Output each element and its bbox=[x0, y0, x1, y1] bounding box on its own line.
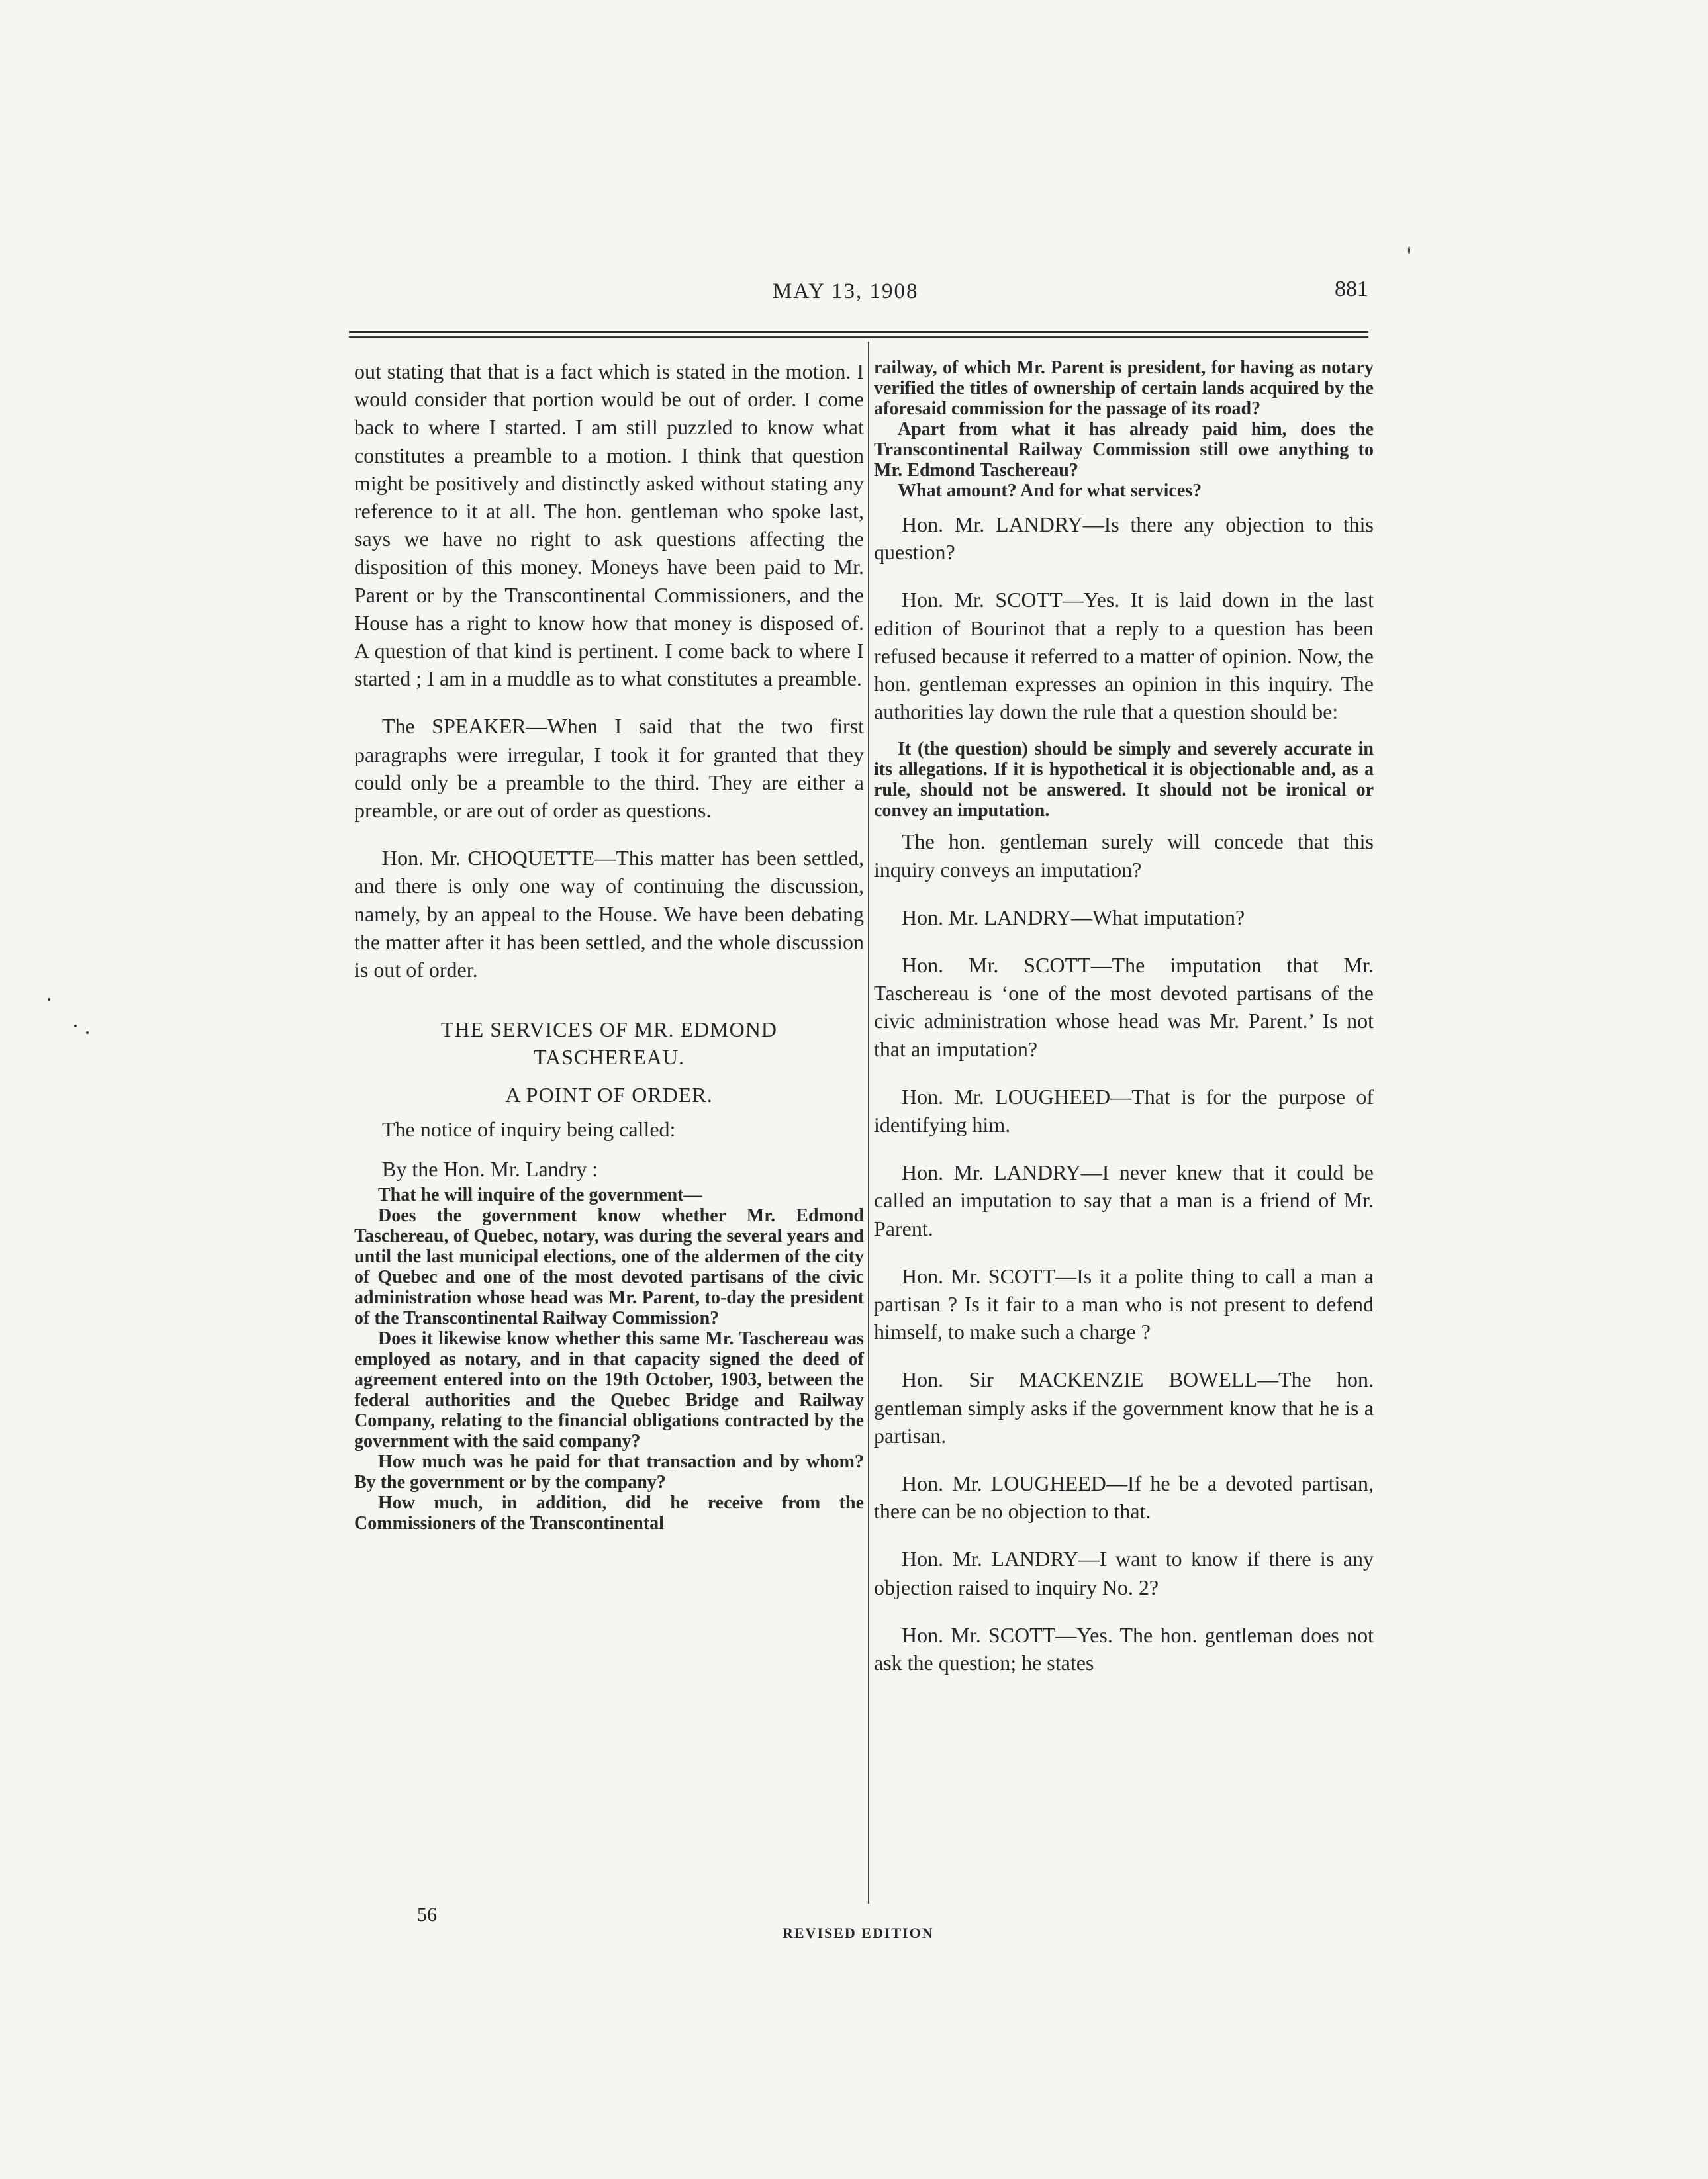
inquiry-text: How much was he paid for that transaction and by whom? By the government or by the company? bbox=[354, 1451, 864, 1493]
inquiry-text: Does it likewise know whether this same Mr. Taschereau was employed as notary, and in that capacity signed the deed of agreement entered into on the 19th October, 1903, between the federal authorities and the Quebec Bridge and Railway Company, relating to the financial obligations contracted by the government with the said company? bbox=[354, 1328, 864, 1452]
right-column bbox=[874, 357, 1374, 1677]
scan-speck bbox=[74, 1025, 77, 1027]
edition-note: REVISED EDITION bbox=[783, 1925, 934, 1941]
paragraph: The notice of inquiry being called: bbox=[382, 1117, 676, 1142]
paragraph: Hon. Mr. SCOTT—Yes. The hon. gentleman does not ask the question; he states bbox=[874, 1622, 1374, 1675]
block-quote: It (the question) should be simply and severely accurate in its allegations. If it is hypothetical it is objectionable and, as a rule, should not be answered. It should not be ironical or convey an imputation. bbox=[874, 739, 1374, 821]
running-head bbox=[349, 277, 1368, 316]
paragraph: Hon. Mr. SCOTT—Is it a polite thing to call a man a partisan ? Is it fair to a man who is not present to defend himself, to make such a charge ? bbox=[874, 1264, 1374, 1344]
header-rule-top bbox=[349, 331, 1368, 333]
paragraph: Hon. Mr. LANDRY—I never knew that it could be called an imputation to say that a man is a friend of Mr. Parent. bbox=[874, 1160, 1374, 1240]
paragraph: By the Hon. Mr. Landry : bbox=[382, 1157, 598, 1182]
inquiry-text: Does the government know whether Mr. Edmond Taschereau, of Quebec, notary, was during the several years and until the last municipal elections, one of the aldermen of the city of Quebec and one of the most devoted partisans of the civic administration whose head was Mr. Parent, to-day the president of the Transcontinental Railway Commission? bbox=[354, 1205, 864, 1328]
paragraph: The SPEAKER—When I said that the two first paragraphs were irregular, I took it for granted that they could only be a preamble to the third. They are either a preamble, or are out of order as questions. bbox=[354, 714, 864, 823]
paragraph: Hon. Mr. LOUGHEED—That is for the purpose of identifying him. bbox=[874, 1084, 1374, 1137]
scan-speck bbox=[1408, 246, 1410, 254]
paragraph: Hon. Mr. LANDRY—Is there any objection to this question? bbox=[874, 512, 1374, 565]
paragraph: out stating that that is a fact which is stated in the motion. I would consider that portion would be out of order. I come back to where I started. I am still puzzled to know what constitutes a preamble to a motion. I think that question might be positively and distinctly asked without stating any reference to it at all. The hon. gentleman who spoke last, says we have no right to ask questions affecting the disposition of this money. Moneys have been paid to Mr. Parent or by the Transcontinental Commissioners, and the House has a right to know how that money is disposed of. A question of that kind is pertinent. I come back to where I started ; I am in a muddle as to what constitutes a preamble. bbox=[354, 359, 864, 691]
inquiry-text: railway, of which Mr. Parent is president, for having as notary verified the titles of ownership of certain lands acquired by the aforesaid commission for the passage of its road? bbox=[874, 357, 1374, 419]
paragraph: Hon. Mr. CHOQUETTE—This matter has been settled, and there is only one way of continuing the discussion, namely, by an appeal to the House. We have been debating the matter after it has been settled, and the whole discussion is out of order. bbox=[354, 846, 864, 982]
inquiry-text: What amount? And for what services? bbox=[898, 481, 1202, 501]
column-divider bbox=[868, 342, 869, 1904]
paragraph: Hon. Mr. SCOTT—Yes. It is laid down in the last edition of Bourinot that a reply to a question has been refused because it referred to a matter of opinion. Now, the hon. gentleman expresses an opinion in this inquiry. The authorities lay down the rule that a question should be: bbox=[874, 588, 1374, 724]
section-subheading: A POINT OF ORDER. bbox=[505, 1083, 713, 1107]
signature-mark: 56 bbox=[417, 1904, 437, 1925]
paragraph: Hon. Sir MACKENZIE BOWELL—The hon. gentleman simply asks if the government know that he is a partisan. bbox=[874, 1368, 1374, 1448]
inquiry-text: How much, in addition, did he receive from the Commissioners of the Transcontinental bbox=[354, 1492, 864, 1534]
inquiry-text: Apart from what it has already paid him, does the Transcontinental Railway Commission still owe anything to Mr. Edmond Taschereau? bbox=[874, 419, 1374, 481]
paragraph: Hon. Mr. LANDRY—I want to know if there is any objection raised to inquiry No. 2? bbox=[874, 1547, 1374, 1599]
header-date: MAY 13, 1908 bbox=[773, 279, 919, 303]
header-rule-bottom bbox=[349, 336, 1368, 338]
section-heading: THE SERVICES OF MR. EDMOND TASCHEREAU. bbox=[441, 1017, 777, 1070]
paragraph: Hon. Mr. LOUGHEED—If he be a devoted partisan, there can be no objection to that. bbox=[874, 1471, 1374, 1524]
paragraph: The hon. gentleman surely will concede that this inquiry conveys an imputation? bbox=[874, 829, 1374, 882]
paragraph: Hon. Mr. SCOTT—The imputation that Mr. Taschereau is ‘one of the most devoted partisans of the civic administration whose head was Mr. Parent.’ Is not that an imputation? bbox=[874, 953, 1374, 1061]
page-number: 881 bbox=[1335, 277, 1368, 301]
inquiry-text: That he will inquire of the government— bbox=[378, 1184, 702, 1205]
left-column bbox=[354, 357, 864, 1534]
scan-speck bbox=[48, 998, 50, 1001]
scan-speck bbox=[86, 1031, 89, 1034]
paragraph: Hon. Mr. LANDRY—What imputation? bbox=[902, 905, 1245, 929]
